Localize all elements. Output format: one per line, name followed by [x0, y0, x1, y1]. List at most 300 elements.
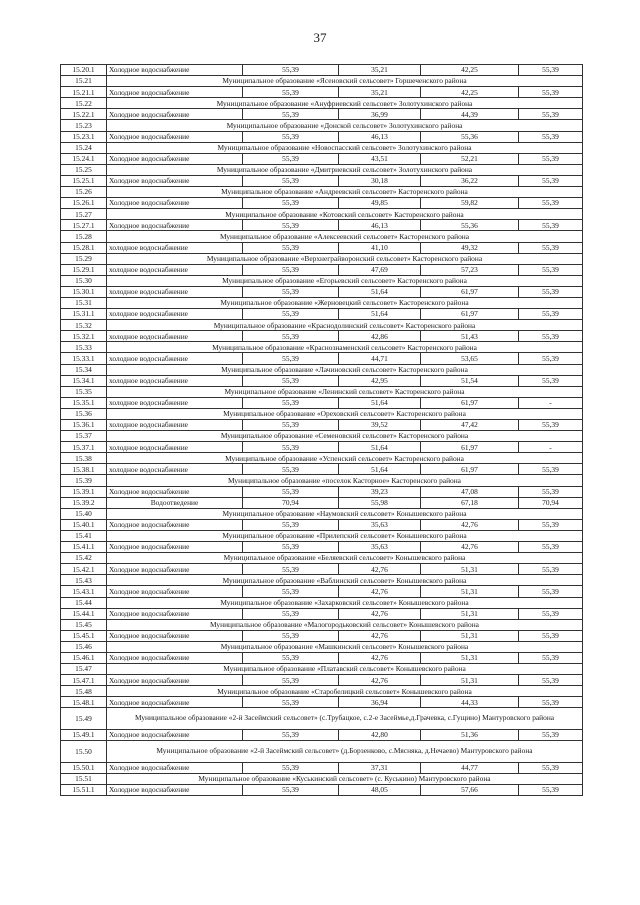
tariff-value: 59,82 [421, 198, 519, 209]
tariff-value: 55,39 [243, 264, 339, 275]
municipality-name: Муниципальное образование «Лачиновский сельсовет» Касторенского района [107, 364, 583, 375]
municipality-row [61, 98, 583, 109]
row-code: 15.36.1 [61, 420, 107, 431]
municipality-row [61, 708, 583, 730]
row-code: 15.39 [61, 475, 107, 486]
service-name: Холодное водоснабжение [107, 486, 243, 497]
municipality-name: Муниципальное образование «Платавский сельсовет» Конышевского района [107, 664, 583, 675]
row-code: 15.50.1 [61, 762, 107, 773]
row-code: 15.39.1 [61, 486, 107, 497]
tariff-value: 51,64 [339, 309, 421, 320]
row-code: 15.34.1 [61, 375, 107, 386]
service-name: Водоотведение [107, 497, 243, 508]
municipality-name: Муниципальное образование «Захарковский сельсовет» Конышевского района [107, 597, 583, 608]
tariff-table-body [61, 65, 583, 796]
service-name: Холодное водоснабжение [107, 220, 243, 231]
municipality-name: Муниципальное образование «Ваблинский сельсовет» Конышевского района [107, 575, 583, 586]
tariff-value: 43,51 [339, 153, 421, 164]
service-name: Холодное водоснабжение [107, 652, 243, 663]
service-name: холодное водоснабжение [107, 286, 243, 297]
tariff-value: 35,63 [339, 542, 421, 553]
tariff-value: 55,39 [519, 630, 583, 641]
tariff-value: 55,39 [519, 175, 583, 186]
municipality-row [61, 142, 583, 153]
municipality-row [61, 76, 583, 87]
row-code: 15.36 [61, 408, 107, 419]
row-code: 15.51.1 [61, 784, 107, 795]
tariff-value: 49,32 [421, 242, 519, 253]
tariff-value: 36,99 [339, 109, 421, 120]
row-code: 15.44 [61, 597, 107, 608]
tariff-value: 55,39 [519, 331, 583, 342]
row-code: 15.49 [61, 708, 107, 730]
tariff-value: 41,10 [339, 242, 421, 253]
municipality-name: Муниципальное образование «Беляевский сельсовет» Конышевского района [107, 553, 583, 564]
tariff-row [61, 153, 583, 164]
municipality-name: Муниципальное образование «Ленинский сельсовет» Касторенского района [107, 386, 583, 397]
service-name: Холодное водоснабжение [107, 198, 243, 209]
service-name: Холодное водоснабжение [107, 675, 243, 686]
service-name: холодное водоснабжение [107, 442, 243, 453]
tariff-value: 55,39 [519, 286, 583, 297]
row-code: 15.35.1 [61, 397, 107, 408]
tariff-value: 55,39 [243, 564, 339, 575]
service-name: холодное водоснабжение [107, 309, 243, 320]
row-code: 15.27.1 [61, 220, 107, 231]
tariff-value: 44,77 [421, 762, 519, 773]
row-code: 15.28 [61, 231, 107, 242]
municipality-name: Муниципальное образование «Андреевский сельсовет» Касторенского района [107, 187, 583, 198]
row-code: 15.42.1 [61, 564, 107, 575]
tariff-value: 52,21 [421, 153, 519, 164]
tariff-row [61, 519, 583, 530]
row-code: 15.47.1 [61, 675, 107, 686]
tariff-row [61, 309, 583, 320]
tariff-value: 55,39 [243, 153, 339, 164]
tariff-value: 46,13 [339, 131, 421, 142]
tariff-row [61, 87, 583, 98]
tariff-value: 42,76 [339, 652, 421, 663]
row-code: 15.49.1 [61, 729, 107, 740]
row-code: 15.21.1 [61, 87, 107, 98]
municipality-name: Муниципальное образование «поселок Касторное» Касторенского района [107, 475, 583, 486]
tariff-value: 44,39 [421, 109, 519, 120]
tariff-value: 42,76 [339, 564, 421, 575]
municipality-row [61, 741, 583, 763]
row-code: 15.25 [61, 164, 107, 175]
tariff-value: 47,69 [339, 264, 421, 275]
tariff-value: 30,18 [339, 175, 421, 186]
tariff-value: 35,21 [339, 65, 421, 76]
row-code: 15.22 [61, 98, 107, 109]
tariff-value: 55,39 [519, 486, 583, 497]
tariff-value: 55,39 [243, 519, 339, 530]
tariff-value: 55,39 [243, 542, 339, 553]
service-name: холодное водоснабжение [107, 375, 243, 386]
tariff-value: 47,08 [421, 486, 519, 497]
row-code: 15.32.1 [61, 331, 107, 342]
municipality-row [61, 431, 583, 442]
municipality-name: Муниципальное образование «Успенский сельсовет» Касторенского района [107, 453, 583, 464]
tariff-value: - [519, 397, 583, 408]
service-name: Холодное водоснабжение [107, 542, 243, 553]
tariff-value: 57,66 [421, 784, 519, 795]
tariff-value: 55,39 [243, 175, 339, 186]
tariff-row [61, 264, 583, 275]
tariff-value: 51,64 [339, 442, 421, 453]
municipality-name: Муниципальное образование «Жерновецкий сельсовет» Касторенского района [107, 297, 583, 308]
municipality-row [61, 408, 583, 419]
municipality-row [61, 686, 583, 697]
municipality-name: Муниципальное образование «2-й Засеймский сельсовет» (д.Борзенково, с.Мясняка, д.Нечаево) Мантуровского района [107, 741, 583, 763]
tariff-value: 55,39 [243, 420, 339, 431]
municipality-name: Муниципальное образование «Куськинский сельсовет» (с. Куськино) Мантуровского района [107, 773, 583, 784]
municipality-name: Муниципальное образование «Старобелицкий сельсовет» Конышевского района [107, 686, 583, 697]
tariff-row [61, 729, 583, 740]
tariff-value: 55,39 [519, 519, 583, 530]
row-code: 15.31.1 [61, 309, 107, 320]
tariff-value: 55,39 [243, 220, 339, 231]
municipality-name: Муниципальное образование «Семеновский сельсовет» Касторенского района [107, 431, 583, 442]
tariff-value: 55,39 [519, 309, 583, 320]
tariff-row [61, 353, 583, 364]
tariff-value: 55,39 [243, 608, 339, 619]
municipality-name: Муниципальное образование «2-й Засеймский сельсовет» (с.Трубацкое, с.2-е Засеймье,д.Грачевка, с.Гущино) Мантуровского района [107, 708, 583, 730]
tariff-value: 61,97 [421, 464, 519, 475]
tariff-value: 35,21 [339, 87, 421, 98]
tariff-value: 55,39 [243, 652, 339, 663]
tariff-value: 61,97 [421, 286, 519, 297]
service-name: Холодное водоснабжение [107, 519, 243, 530]
tariff-value: 55,39 [519, 564, 583, 575]
tariff-row [61, 652, 583, 663]
tariff-value: 55,39 [243, 87, 339, 98]
tariff-value: 55,39 [519, 464, 583, 475]
tariff-row [61, 397, 583, 408]
tariff-row [61, 608, 583, 619]
municipality-name: Муниципальное образование «Краснодолинский сельсовет» Касторенского района [107, 320, 583, 331]
municipality-row [61, 530, 583, 541]
tariff-value: 42,76 [339, 675, 421, 686]
row-code: 15.35 [61, 386, 107, 397]
municipality-name: Муниципальное образование «Алексеевский сельсовет» Касторенского района [107, 231, 583, 242]
tariff-value: 55,39 [243, 630, 339, 641]
municipality-row [61, 575, 583, 586]
tariff-value: 39,52 [339, 420, 421, 431]
municipality-row [61, 209, 583, 220]
municipality-row [61, 275, 583, 286]
tariff-value: 55,39 [519, 65, 583, 76]
tariff-value: 55,39 [243, 375, 339, 386]
tariff-value: 61,97 [421, 442, 519, 453]
municipality-row [61, 386, 583, 397]
row-code: 15.31 [61, 297, 107, 308]
tariff-row [61, 630, 583, 641]
row-code: 15.41 [61, 530, 107, 541]
tariff-value: 55,39 [243, 697, 339, 708]
row-code: 15.40 [61, 508, 107, 519]
tariff-row [61, 564, 583, 575]
municipality-row [61, 320, 583, 331]
row-code: 15.51 [61, 773, 107, 784]
row-code: 15.45 [61, 619, 107, 630]
tariff-value: 55,39 [243, 397, 339, 408]
tariff-value: 55,39 [243, 309, 339, 320]
tariff-value: 55,39 [519, 131, 583, 142]
row-code: 15.20.1 [61, 65, 107, 76]
municipality-name: Муниципальное образование «Ореховский сельсовет» Касторенского района [107, 408, 583, 419]
tariff-value: 51,64 [339, 464, 421, 475]
page-number: 37 [313, 30, 327, 45]
tariff-value: 51,64 [339, 397, 421, 408]
tariff-value: 42,76 [421, 519, 519, 530]
tariff-value: 39,23 [339, 486, 421, 497]
tariff-value: 49,85 [339, 198, 421, 209]
service-name: Холодное водоснабжение [107, 729, 243, 740]
row-code: 15.28.1 [61, 242, 107, 253]
tariff-value: 55,39 [519, 87, 583, 98]
row-code: 15.47 [61, 664, 107, 675]
row-code: 15.25.1 [61, 175, 107, 186]
tariff-value: 36,94 [339, 697, 421, 708]
municipality-name: Муниципальное образование «Краснознаменский сельсовет» Касторенского района [107, 342, 583, 353]
row-code: 15.30 [61, 275, 107, 286]
row-code: 15.30.1 [61, 286, 107, 297]
service-name: Холодное водоснабжение [107, 109, 243, 120]
municipality-row [61, 475, 583, 486]
service-name: холодное водоснабжение [107, 353, 243, 364]
tariff-value: 55,39 [243, 109, 339, 120]
tariff-value: 55,39 [519, 729, 583, 740]
tariff-row [61, 464, 583, 475]
row-code: 15.42 [61, 553, 107, 564]
municipality-name: Муниципальное образование «Дмитриевский сельсовет» Золотухинского района [107, 164, 583, 175]
tariff-value: 42,76 [421, 542, 519, 553]
tariff-value: 61,97 [421, 309, 519, 320]
tariff-row [61, 486, 583, 497]
tariff-value: 61,97 [421, 397, 519, 408]
tariff-value: 55,39 [519, 762, 583, 773]
tariff-value: 55,39 [243, 353, 339, 364]
tariff-value: 55,39 [519, 586, 583, 597]
tariff-value: 55,39 [243, 442, 339, 453]
tariff-value: 55,39 [519, 198, 583, 209]
row-code: 15.29.1 [61, 264, 107, 275]
tariff-value: 42,95 [339, 375, 421, 386]
service-name: Холодное водоснабжение [107, 65, 243, 76]
municipality-name: Муниципальное образование «Котовский сельсовет» Касторенского района [107, 209, 583, 220]
row-code: 15.22.1 [61, 109, 107, 120]
tariff-value: 55,39 [243, 762, 339, 773]
tariff-value: 55,39 [243, 729, 339, 740]
municipality-row [61, 342, 583, 353]
row-code: 15.38.1 [61, 464, 107, 475]
municipality-name: Муниципальное образование «Донской сельсовет» Золотухинского района [107, 120, 583, 131]
municipality-name: Муниципальное образование «Новоспасский сельсовет» Золотухинского района [107, 142, 583, 153]
row-code: 15.39.2 [61, 497, 107, 508]
municipality-row [61, 453, 583, 464]
service-name: Холодное водоснабжение [107, 784, 243, 795]
tariff-value: 55,39 [243, 131, 339, 142]
municipality-row [61, 253, 583, 264]
municipality-row [61, 187, 583, 198]
tariff-row [61, 675, 583, 686]
tariff-value: 53,65 [421, 353, 519, 364]
service-name: холодное водоснабжение [107, 397, 243, 408]
tariff-value: 67,18 [421, 497, 519, 508]
tariff-value: 55,39 [243, 286, 339, 297]
municipality-row [61, 297, 583, 308]
row-code: 15.43 [61, 575, 107, 586]
row-code: 15.38 [61, 453, 107, 464]
tariff-row [61, 131, 583, 142]
tariff-value: 51,31 [421, 630, 519, 641]
municipality-row [61, 164, 583, 175]
municipality-row [61, 619, 583, 630]
municipality-name: Муниципальное образование «Прилепский сельсовет» Конышевского района [107, 530, 583, 541]
municipality-row [61, 597, 583, 608]
tariff-row [61, 762, 583, 773]
service-name: Холодное водоснабжение [107, 131, 243, 142]
tariff-row [61, 420, 583, 431]
tariff-value: 51,43 [421, 331, 519, 342]
tariff-value: 48,05 [339, 784, 421, 795]
tariff-value: 55,39 [519, 697, 583, 708]
tariff-value: 55,39 [519, 784, 583, 795]
tariff-value: 55,39 [519, 675, 583, 686]
tariff-value: 55,39 [519, 652, 583, 663]
tariff-value: 42,76 [339, 608, 421, 619]
tariff-row [61, 497, 583, 508]
row-code: 15.48 [61, 686, 107, 697]
tariff-value: 51,31 [421, 675, 519, 686]
service-name: холодное водоснабжение [107, 420, 243, 431]
municipality-name: Муниципальное образование «Наумовский сельсовет» Конышевского района [107, 508, 583, 519]
municipality-row [61, 553, 583, 564]
tariff-value: 51,31 [421, 586, 519, 597]
tariff-value: 51,54 [421, 375, 519, 386]
tariff-value: 55,39 [519, 353, 583, 364]
tariff-row [61, 375, 583, 386]
row-code: 15.21 [61, 76, 107, 87]
municipality-row [61, 641, 583, 652]
tariff-value: 51,31 [421, 564, 519, 575]
row-code: 15.37.1 [61, 442, 107, 453]
tariff-value: 51,31 [421, 608, 519, 619]
row-code: 15.27 [61, 209, 107, 220]
service-name: холодное водоснабжение [107, 464, 243, 475]
tariff-value: 57,23 [421, 264, 519, 275]
tariff-value: 55,39 [243, 784, 339, 795]
tariff-value: 46,13 [339, 220, 421, 231]
tariff-row [61, 286, 583, 297]
tariff-value: 55,39 [243, 586, 339, 597]
tariff-value: 55,36 [421, 220, 519, 231]
tariff-value: 51,64 [339, 286, 421, 297]
municipality-name: Муниципальное образование «Машкинский сельсовет» Конышевского района [107, 641, 583, 652]
row-code: 15.33 [61, 342, 107, 353]
tariff-value: 55,39 [243, 198, 339, 209]
tariff-row [61, 331, 583, 342]
row-code: 15.29 [61, 253, 107, 264]
tariff-value: 42,76 [339, 586, 421, 597]
row-code: 15.26 [61, 187, 107, 198]
row-code: 15.24 [61, 142, 107, 153]
row-code: 15.23 [61, 120, 107, 131]
tariff-value: 42,25 [421, 65, 519, 76]
tariff-value: 55,39 [519, 420, 583, 431]
row-code: 15.32 [61, 320, 107, 331]
municipality-name: Муниципальное образование «Ануфриевский сельсовет» Золотухинского района [107, 98, 583, 109]
row-code: 15.23.1 [61, 131, 107, 142]
tariff-value: 42,25 [421, 87, 519, 98]
service-name: холодное водоснабжение [107, 242, 243, 253]
tariff-value: 55,39 [519, 608, 583, 619]
row-code: 15.26.1 [61, 198, 107, 209]
tariff-value: 55,98 [339, 497, 421, 508]
municipality-row [61, 364, 583, 375]
service-name: Холодное водоснабжение [107, 608, 243, 619]
municipality-name: Муниципальное образование «Верхнеграйворонский сельсовет» Касторенского района [107, 253, 583, 264]
tariff-value: 55,39 [519, 542, 583, 553]
tariff-value: 55,39 [243, 331, 339, 342]
service-name: Холодное водоснабжение [107, 697, 243, 708]
tariff-value: 55,36 [421, 131, 519, 142]
tariff-value: 35,63 [339, 519, 421, 530]
tariff-row [61, 697, 583, 708]
tariff-row [61, 198, 583, 209]
tariff-value: 55,39 [243, 464, 339, 475]
tariff-value: 44,71 [339, 353, 421, 364]
tariff-row [61, 242, 583, 253]
tariff-value: 70,94 [519, 497, 583, 508]
municipality-name: Муниципальное образование «Малогородьковский сельсовет» Конышевского района [107, 619, 583, 630]
service-name: Холодное водоснабжение [107, 175, 243, 186]
municipality-row [61, 773, 583, 784]
tariff-value: 55,39 [243, 242, 339, 253]
municipality-row [61, 120, 583, 131]
tariff-table [60, 64, 583, 796]
service-name: Холодное водоснабжение [107, 630, 243, 641]
row-code: 15.24.1 [61, 153, 107, 164]
service-name: холодное водоснабжение [107, 331, 243, 342]
service-name: Холодное водоснабжение [107, 564, 243, 575]
row-code: 15.41.1 [61, 542, 107, 553]
row-code: 15.48.1 [61, 697, 107, 708]
tariff-value: - [519, 442, 583, 453]
row-code: 15.40.1 [61, 519, 107, 530]
tariff-value: 55,39 [519, 109, 583, 120]
tariff-value: 42,76 [339, 630, 421, 641]
row-code: 15.46 [61, 641, 107, 652]
tariff-value: 42,86 [339, 331, 421, 342]
tariff-value: 55,39 [243, 65, 339, 76]
municipality-row [61, 664, 583, 675]
tariff-value: 70,94 [243, 497, 339, 508]
row-code: 15.46.1 [61, 652, 107, 663]
municipality-name: Муниципальное образование «Егорьевский сельсовет» Касторенского района [107, 275, 583, 286]
service-name: Холодное водоснабжение [107, 153, 243, 164]
tariff-value: 55,39 [243, 675, 339, 686]
tariff-row [61, 220, 583, 231]
tariff-value: 36,22 [421, 175, 519, 186]
tariff-row [61, 65, 583, 76]
tariff-value: 55,39 [243, 486, 339, 497]
row-code: 15.34 [61, 364, 107, 375]
tariff-value: 55,39 [519, 153, 583, 164]
service-name: холодное водоснабжение [107, 264, 243, 275]
row-code: 15.37 [61, 431, 107, 442]
